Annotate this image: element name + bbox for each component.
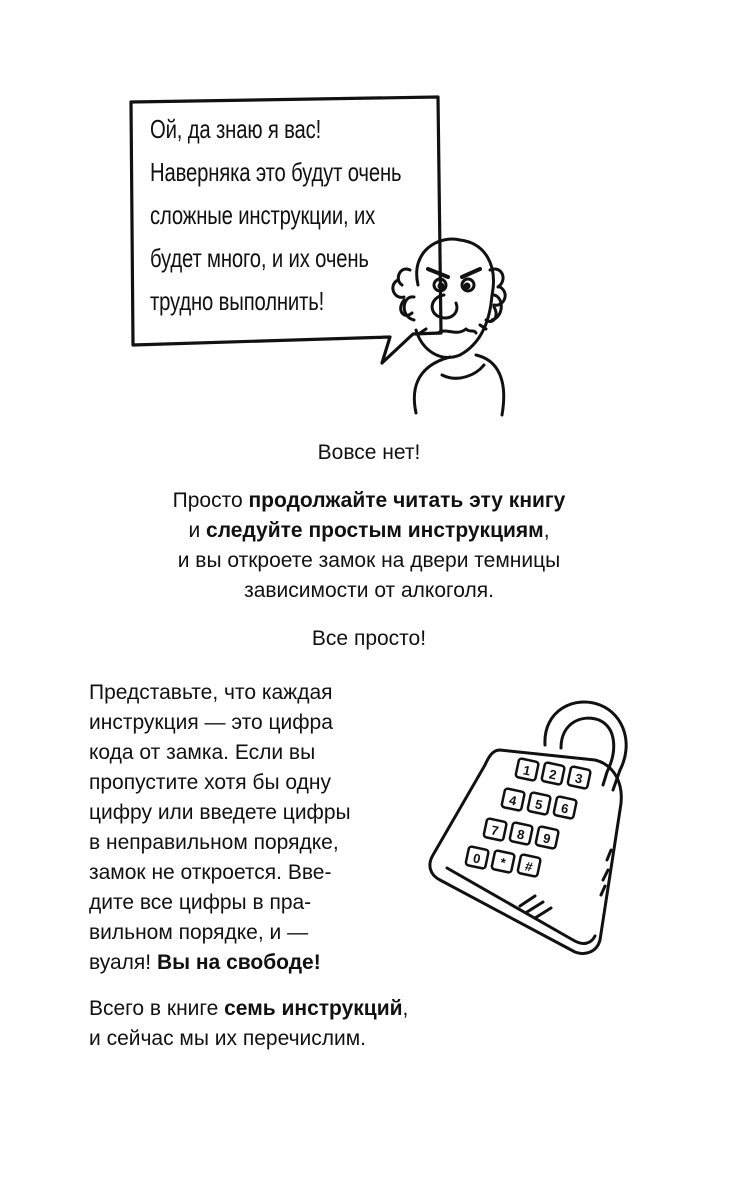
bold-text: следуйте простым инструкциям <box>206 519 544 542</box>
keypad-key-label: 6 <box>559 800 570 817</box>
keypad-key-label: 2 <box>547 766 558 783</box>
bold-text: продолжайте читать эту книгу <box>248 489 566 512</box>
paragraph-line: вильном порядке, и — <box>89 921 309 944</box>
keypad-key <box>517 854 541 877</box>
keypad-key-label: 9 <box>541 830 552 847</box>
keypad-key-label: 7 <box>489 822 500 839</box>
bubble-line: трудно выполнить! <box>150 286 325 316</box>
keypad-key-label: 3 <box>573 770 584 787</box>
keypad <box>465 758 591 877</box>
paragraph-line: дите все цифры в пра- <box>89 891 312 914</box>
bold-text: Вы на свободе! <box>156 951 321 974</box>
keypad-key <box>541 762 565 785</box>
plain-text: Просто <box>172 489 249 512</box>
reply-line <box>0 516 738 546</box>
paragraph-line <box>89 948 389 978</box>
keypad-key-label: 4 <box>507 792 518 809</box>
paragraph-line: цифру или введете цифры <box>89 801 351 824</box>
keypad-key <box>515 758 539 781</box>
reply-line: зависимости от алкоголя. <box>244 579 494 602</box>
keypad-key <box>483 818 507 841</box>
old-man-illustration <box>380 225 530 425</box>
keypad-key <box>535 826 559 849</box>
keypad-key-label: 8 <box>515 826 526 843</box>
plain-text: , <box>402 997 409 1020</box>
paragraph-line: инструкция — это цифра <box>89 711 333 734</box>
reply-line: и вы откроете замок на двери темницы <box>177 549 561 572</box>
keypad-key <box>465 846 489 869</box>
reply-line: Все просто! <box>311 627 427 650</box>
plain-text: , <box>543 519 550 542</box>
paragraph-line: замок не откроется. Вве- <box>89 861 332 884</box>
keypad-key <box>527 792 551 815</box>
reply-line: Вовсе нет! <box>317 441 421 464</box>
final-paragraph <box>89 994 509 1054</box>
keypad-key <box>567 766 591 789</box>
paragraph-line <box>89 994 509 1024</box>
bubble-line: будет много, и их очень <box>150 243 369 273</box>
paragraph-line: кода от замка. Если вы <box>89 741 316 764</box>
plain-text: Всего в книге <box>89 997 225 1020</box>
keypad-key <box>491 850 515 873</box>
paragraph-line: Представьте, что каждая <box>89 681 333 704</box>
keypad-key-label: * <box>498 854 507 871</box>
keypad-key <box>509 822 533 845</box>
keypad-key-label: # <box>523 858 534 875</box>
keypad-key <box>501 788 525 811</box>
lock-paragraph <box>89 678 389 978</box>
keypad-key-label: 0 <box>471 850 482 867</box>
keypad-key-label: 5 <box>533 796 544 813</box>
bubble-line: Ой, да знаю я вас! <box>150 114 322 144</box>
padlock-illustration <box>425 690 645 960</box>
keypad-key-label: 1 <box>521 762 532 779</box>
bubble-line: Наверняка это будут очень <box>150 157 402 187</box>
plain-text: и <box>188 519 207 542</box>
plain-text: вуаля! <box>89 951 157 974</box>
reply-paragraph <box>0 486 738 606</box>
reply-line <box>0 486 738 516</box>
keypad-key <box>553 796 577 819</box>
paragraph-line: пропустите хотя бы одну <box>89 771 331 794</box>
paragraph-line: и сейчас мы их перечислим. <box>89 1027 366 1050</box>
bold-text: семь инструкций <box>224 997 403 1020</box>
paragraph-line: в неправильном порядке, <box>89 831 339 854</box>
bubble-line: сложные инструкции, их <box>150 200 376 230</box>
